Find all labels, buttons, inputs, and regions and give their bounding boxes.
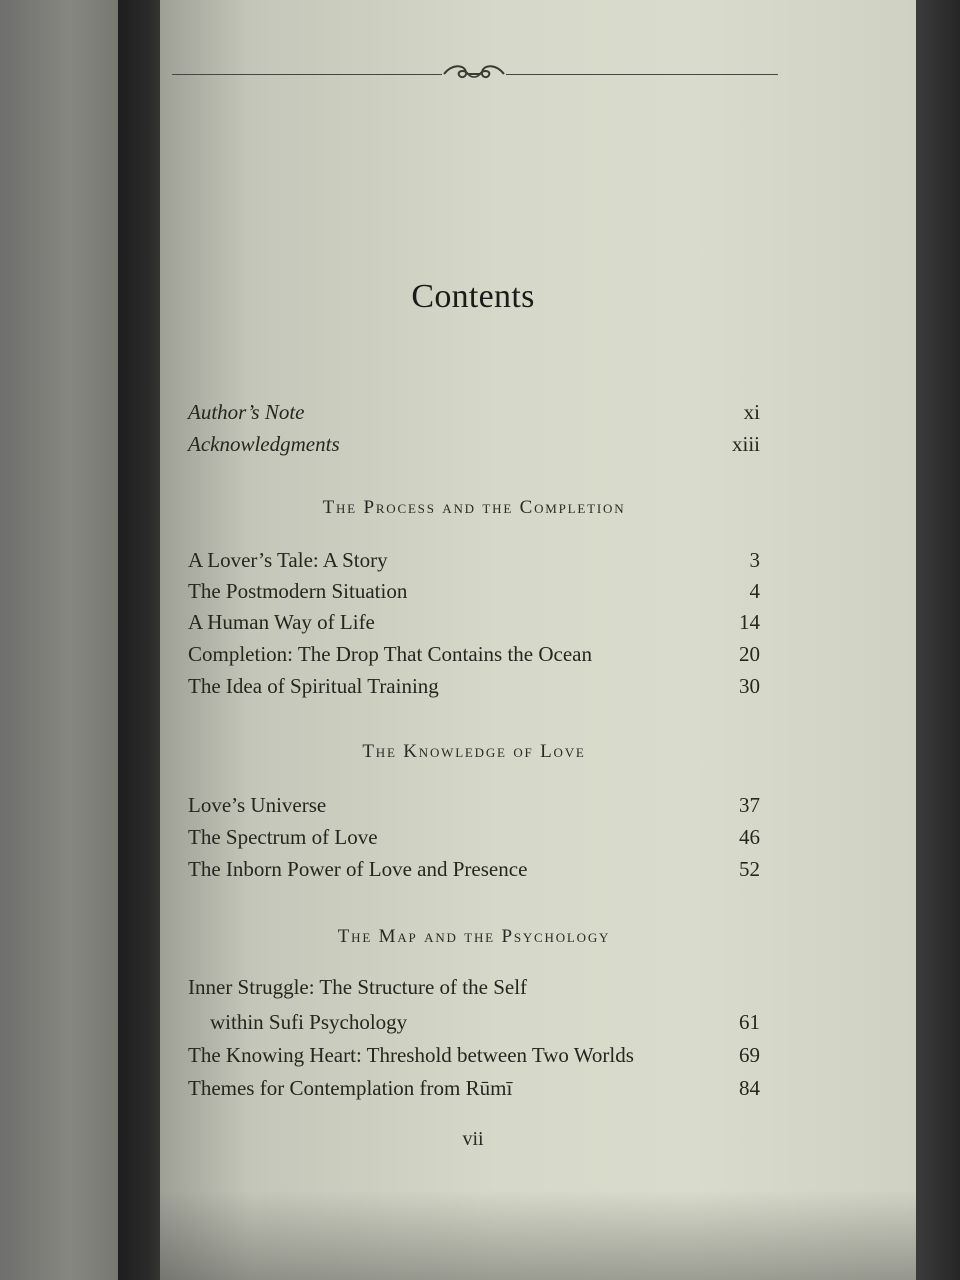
toc-entry-page: 37 xyxy=(739,793,760,817)
toc-entry xyxy=(188,1074,760,1102)
toc-entry xyxy=(188,672,760,700)
toc-entry-title: The Inborn Power of Love and Presence xyxy=(188,857,528,881)
section-heading: The Process and the Completion xyxy=(322,497,626,518)
toc-entry xyxy=(188,430,760,458)
toc-entry-page: 46 xyxy=(739,825,760,849)
toc-entry-title: Inner Struggle: The Structure of the Self xyxy=(188,975,528,999)
toc-entry-title: The Idea of Spiritual Training xyxy=(188,674,439,698)
toc-entry xyxy=(188,791,760,819)
toc-entry xyxy=(188,577,760,605)
section-heading: The Map and the Psychology xyxy=(337,926,611,947)
right-page-edge xyxy=(916,0,960,1280)
toc-entry-title: Acknowledgments xyxy=(188,432,340,456)
toc-entry xyxy=(188,608,760,636)
toc-entry-title: The Knowing Heart: Threshold between Two Worlds xyxy=(188,1043,634,1067)
toc-entry-title: The Spectrum of Love xyxy=(188,825,378,849)
toc-entry xyxy=(188,973,760,1001)
toc-entry-page: xi xyxy=(743,400,760,424)
toc-entry-page: xiii xyxy=(731,432,760,456)
page-title: Contents xyxy=(411,278,535,315)
toc-entry-title: Love’s Universe xyxy=(188,793,327,817)
toc-entry-page: 30 xyxy=(739,674,760,698)
toc-entry xyxy=(188,640,760,668)
toc-entry-page: 69 xyxy=(739,1043,760,1067)
toc-entry-title: Themes for Contemplation from Rūmī xyxy=(188,1076,513,1100)
toc-entry-page: 52 xyxy=(739,857,760,881)
toc-entry-title: The Postmodern Situation xyxy=(188,579,408,603)
toc-entry xyxy=(188,823,760,851)
toc-entry xyxy=(188,546,760,574)
scroll-ornament-icon xyxy=(442,60,506,88)
toc-entry xyxy=(188,855,760,883)
ornament-rule-left xyxy=(172,74,442,75)
toc-entry-page: 3 xyxy=(749,548,760,572)
toc-entry-page: 20 xyxy=(739,642,760,666)
toc-entry-title: A Human Way of Life xyxy=(188,610,375,634)
ornament-rule-right xyxy=(506,74,778,75)
toc-entry-title-continued: within Sufi Psychology xyxy=(210,1010,408,1034)
section-heading: The Knowledge of Love xyxy=(362,741,586,762)
toc-entry-page: 84 xyxy=(739,1076,760,1100)
toc-entry xyxy=(188,1041,760,1069)
left-facing-page xyxy=(0,0,128,1280)
toc-entry-title: Completion: The Drop That Contains the Ocean xyxy=(188,642,592,666)
toc-entry-title: A Lover’s Tale: A Story xyxy=(188,548,388,572)
toc-entry-page: 14 xyxy=(739,610,760,634)
toc-entry-title: Author’s Note xyxy=(188,400,305,424)
toc-entry-page: 61 xyxy=(739,1010,760,1034)
toc-entry-page: 4 xyxy=(749,579,760,603)
page-number: vii xyxy=(462,1128,484,1150)
toc-entry-continuation xyxy=(188,1008,760,1036)
toc-entry xyxy=(188,398,760,426)
